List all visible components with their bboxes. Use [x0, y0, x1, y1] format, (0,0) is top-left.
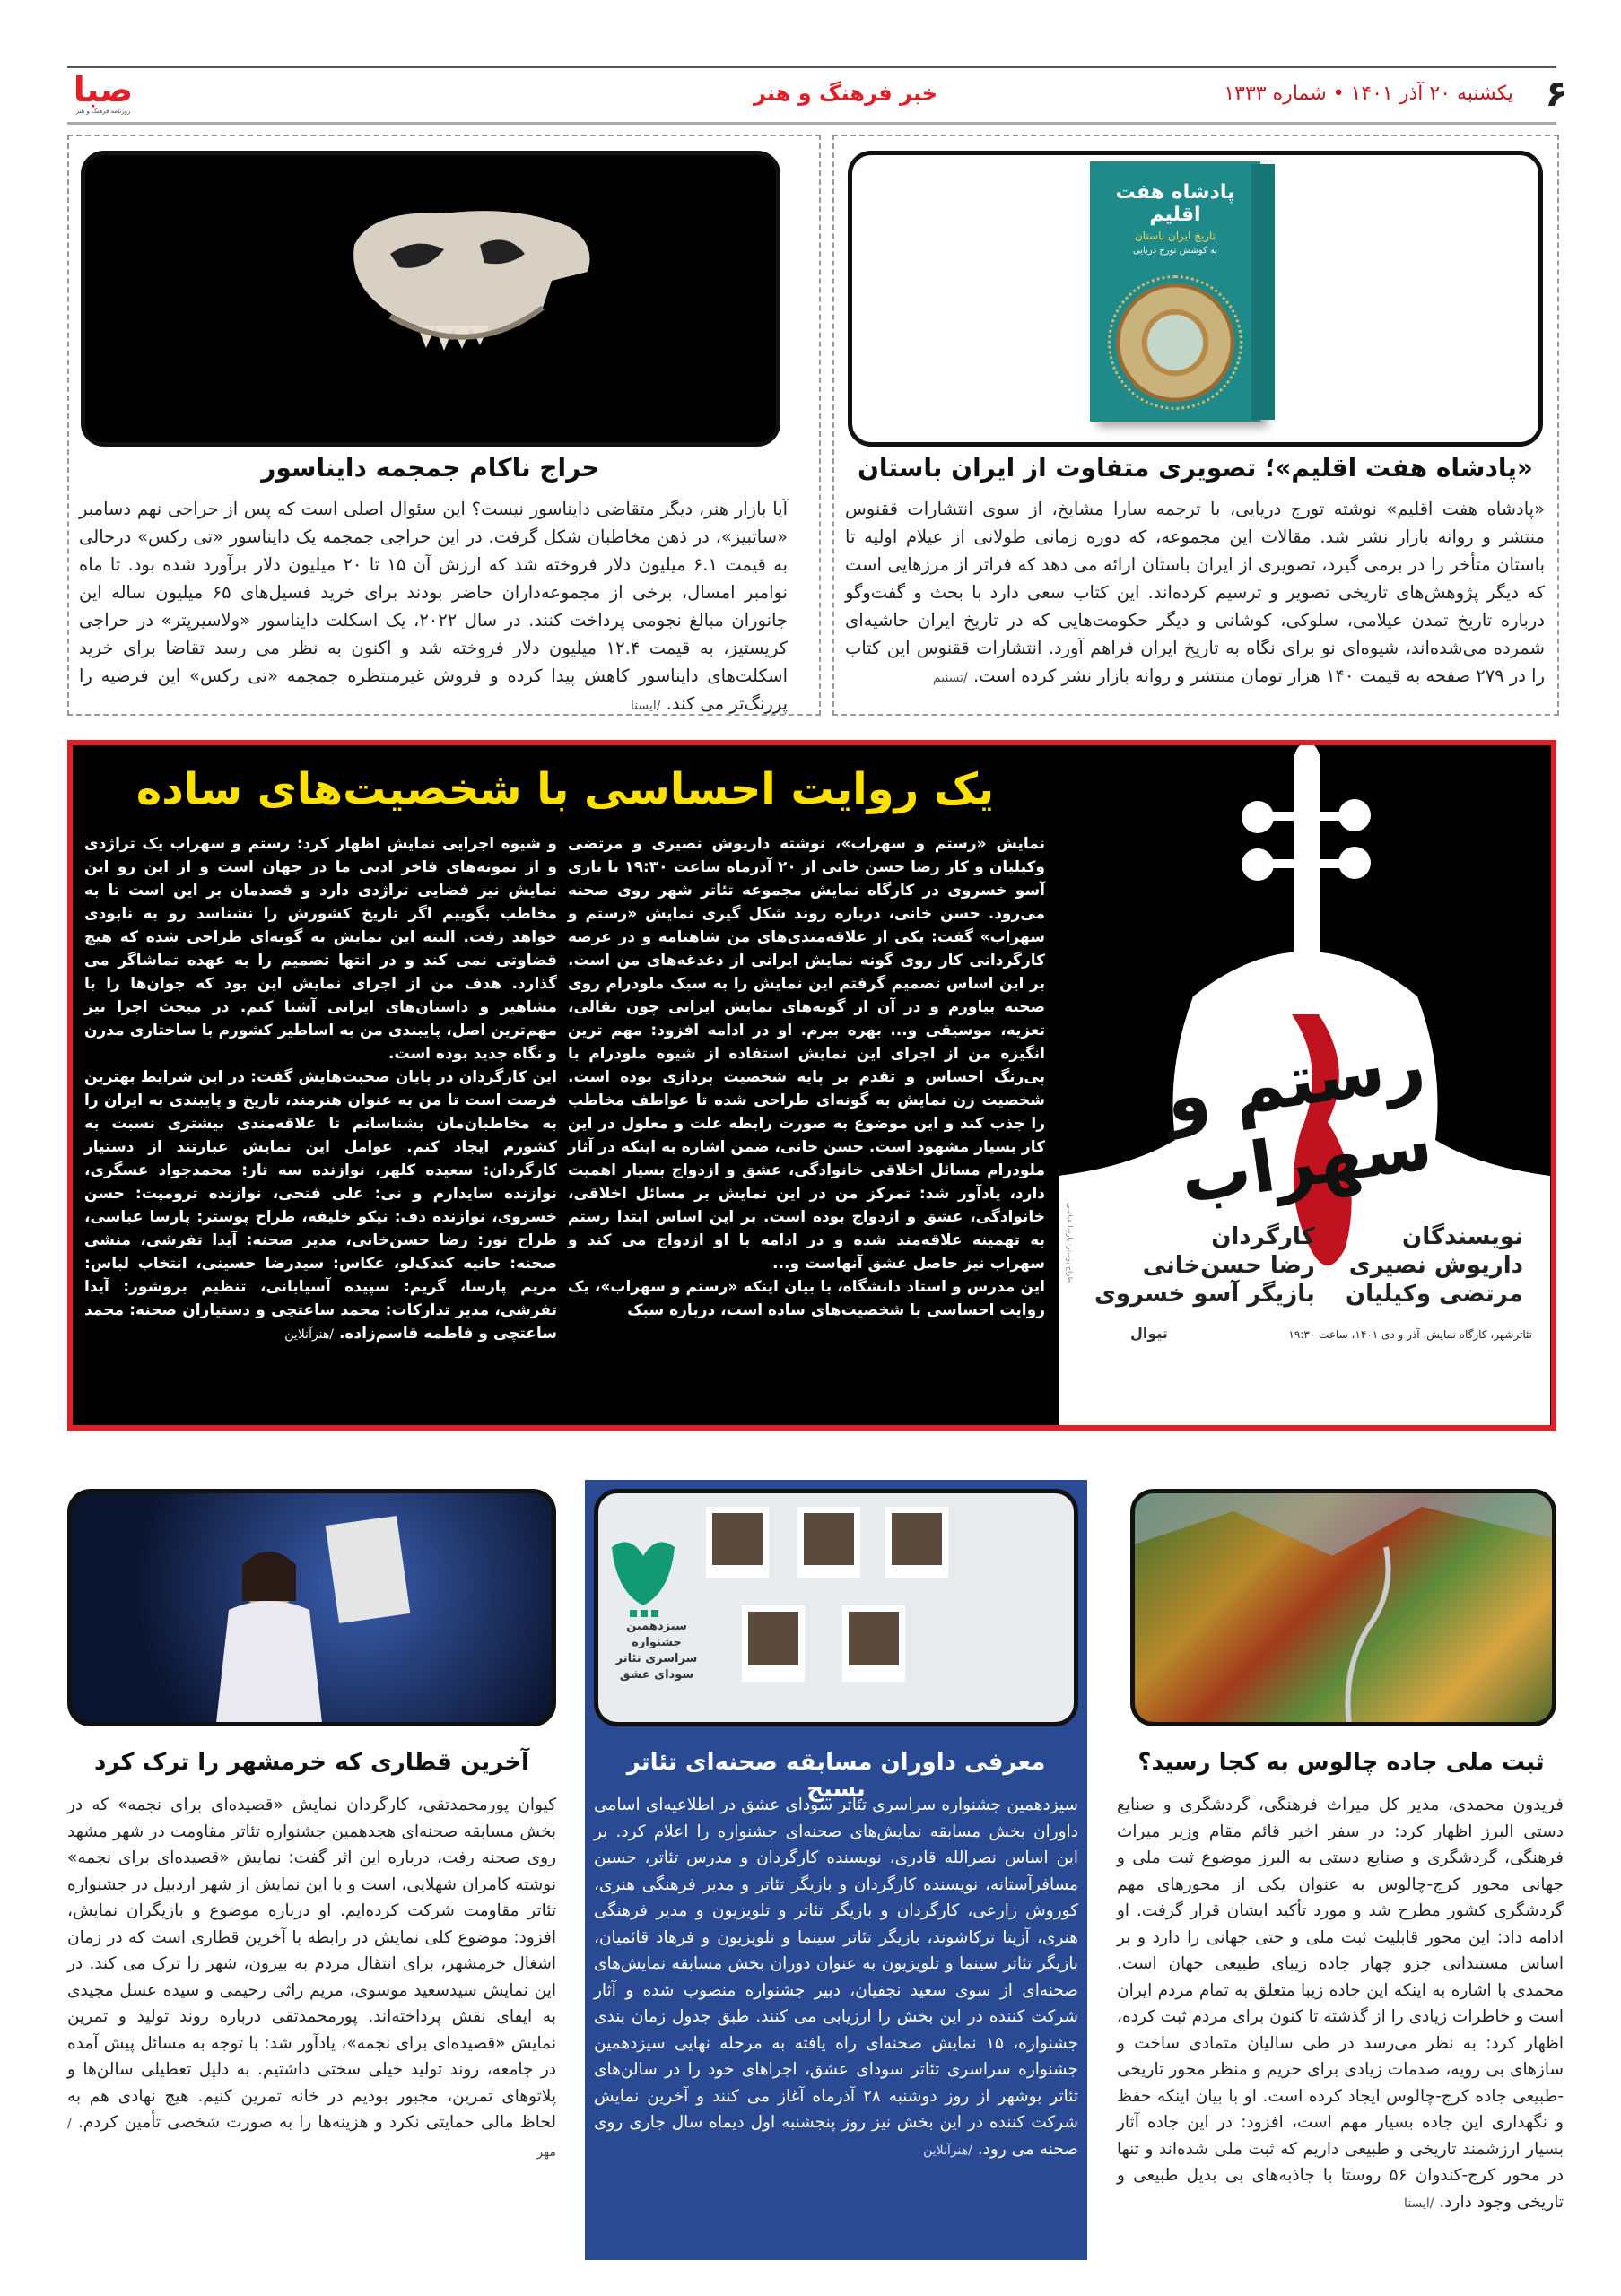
- feature-col-left-p2: این کارگردان در پایان صحبت‌هایش گفت: در این شرایط بهترین فرصت است تا من به عنوان هنرمند، تاریخ و پایبندی به ایران را به مخاطبان‌مان بشناسانم تا علاقه‌مندی بیشتری نسبت به کشورم ایجاد کنم. عوامل این نمایش عبارتند از دستیار کارگردان: سعیده کلهر، نوازنده سه تار: محمدجواد عسگری، نوازنده سایدارم و نی: علی فتحی، نوازنده ترومپت: حسن خسروی، نوازنده دف: نیکو خلیفه، طراح پوستر: پارسا عباسی، طراح نور: رضا حسن‌خانی، مدیر صحنه: آیدا تفرشی، منشی صحنه: حانیه کندک‌لو، عکاس: سیدرضا حسینی، انتخاب لباس: مریم پارسا، گریم: سپیده آسیابانی، تنظیم بروشور: آیدا تفرشی، مدیر تدارکات: محمد ساعتچی و دستیاران صحنه: محمد ساعتچی و فاطمه قاسم‌زاده.: [84, 1068, 557, 1343]
- play-photo-frame: [67, 1489, 556, 1726]
- judges-source: /هنرآنلاین: [923, 2143, 972, 2158]
- judges-body: [594, 1792, 1078, 2164]
- poster-footer: تئاترشهر، کارگاه نمایش، آذر و دی ۱۴۰۱، ساعت ۱۹:۳۰: [1288, 1328, 1532, 1341]
- issue-date-line: یکشنبه ۲۰ آذر ۱۴۰۱ • شماره ۱۳۳۳: [1224, 83, 1513, 105]
- dino-body: [79, 495, 788, 720]
- book-cover-title: پادشاه هفت اقلیم: [1115, 181, 1235, 226]
- page-number: ۶: [1545, 74, 1567, 115]
- festival-caption: سیزدهمین جشنواره سراسری تئاتر سودای عشق: [615, 1620, 698, 1682]
- train-body-text: کیوان پورمحمدتقی، کارگردان نمایش «قصیده‌ای برای نجمه» که در بخش مسابقه صحنه‌ای هجدهمین جشنواره تئاتر مقاومت در شهر مشهد روی صحنه رفت، درباره این اثر گفت: نمایش «قصیده‌ای برای نجمه» نوشته کامران شهلایی، است و با این نمایش از شهر اردبیل در جشنواره تئاتر مقاومت شرکت کرده‌ایم. او درباره موضوع و بازیگران نمایش، افزود: موضوع کلی نمایش در رابطه با آخرین قطاری است که در زمان اشغال خرمشهر، برای انتقال مردم به بیرون، شهر را ترک می کند. در این نمایش سیدسعید موسوی، مریم راثی رحیمی و سیده عسل مجیدی به ایفای نقش پرداخته‌اند. پورمحمدتقی درباره روند تولید و تمرین نمایش «قصیده‌ای برای نجمه»، یادآور شد: با توجه به مسائل پیش آمده در جامعه، روند تولید خیلی سختی داشتیم. به دلیل تعطیلی سالن‌ها و پلاتوهای تمرین، مجبور بودیم در خانه تمرین کنیم. هیچ نهادی هم به لحاظ مالی حمایتی نکرد و هزینه‌ها را به صورت شخصی تأمین کردم.: [67, 1796, 556, 2132]
- book-cover-editor: به کوشش تورج دریایی: [1132, 246, 1218, 256]
- judges-body-text: سیزدهمین جشنواره سراسری تئاتر سودای عشق در اطلاعیه‌ای اسامی داوران بخش مسابقه نمایش‌های صحنه‌ای جشنواره را اعلام کرد. بر این اساس نصرالله قادری، نویسنده کارگردان و مدرس تئاتر، حسین مسافرآستانه، نویسنده کارگردان و بازیگر تئاتر و مدیر فرهنگی هنری، کوروش زارعی، کارگردان و بازیگر تئاتر و تلویزیون و مدیر فرهنگی هنری، آزیتا ترکاشوند، بازیگر تئاتر سینما و تلویزیون و فرهاد قائمیان، بازیگر تئاتر سینما و تلویزیون به عنوان دوران بخش مسابقه نمایش‌های صحنه‌ای از سوی سعید نجفیان، دبیر جشنواره منصوب شده و آثار شرکت کننده در این بخش را ارزیابی می کنند. طبق جدول زمان بندی جشنواره، ۱۵ نمایش صحنه‌ای راه یافته به مرحله نهایی سیزدهمین جشنواره سراسری تئاتر سودای عشق، اجراهای خود را در سالن‌های تئاتر بوشهر از روز دوشنبه ۲۸ آذرماه آغاز می کنند و آخرین نمایش شرکت کننده در این بخش نیز روز پنجشنبه اول دیماه سال جاری روی صحنه می رود.: [594, 1796, 1079, 2159]
- chalus-body-text: فریدون محمدی، مدیر کل میراث فرهنگی، گردشگری و صنایع دستی البرز اظهار کرد: در سفر اخیر قائم مقام وزیر میراث فرهنگی، گردشگری و صنایع دستی به البرز موضوع ثبت ملی و جهانی محور کرج-چالوس به عنوان یکی از محورهای مهم گردشگری کشور مطرح شد و مورد تأکید ایشان قرار گرفت. او ادامه داد: این محور قابلیت ثبت ملی و حتی جهانی را دارد و بر اساس مستنداتی جزو چهار جاده زیبای طبیعی جهان است. محمدی با اشاره به اینکه این جاده زیبا متعلق به تمام مردم ایران است و خاطرات زیادی را از گذشته تا کنون برای مردم ثبت کرده، اظهار کرد: به نظر می‌رسد در طی سالیان متمادی ساخت و سازهای بی رویه، صدمات زیادی برای حریم و منظر محور تاریخی -طبیعی جاده کرج-چالوس ایجاد کرده است. او با بیان اینکه حفظ و نگهداری این جاده بسیار مهم است، افزود: در این جاده آثار بسیار ارزشمند تاریخی و طبیعی داریم که ثبت ملی شده‌اند و تنها در محور کرج-کندوان ۵۶ روستا با جاذبه‌های بی بدیل طبیعی و تاریخی وجود دارد.: [1117, 1796, 1564, 2212]
- book-body-text: «پادشاه هفت اقلیم» نوشته تورج دریایی، با ترجمه سارا مشایخ، از سوی انتشارات ققنوس منتشر و روانه بازار نشر شد. مقالات این مجموعه، که دوره زمانی طولانی از عیلام اولیه تا باستان متأخر را در برمی گیرد، تصویری از ایران باستان ارائه می دهد که فراتر از مرزهایی است که دیگر پژوهش‌های تاریخی تصویر و ترسیم کرده‌اند. این کتاب سعی دارد با بحث و گفت‌وگو درباره تاریخ تمدن عیلامی، سلوکی، کوشانی و دیگر حکومت‌هایی که در تاریخ ایران حاشیه‌ای شمرده می‌شده‌اند، شیوه‌ای نو برای نگاه به تاریخ ایران فراهم آورد. انتشارات ققنوس این کتاب را در ۲۷۹ صفحه به قیمت ۱۴۰ هزار تومان منتشر و روانه بازار نشر کرده است.: [845, 499, 1545, 686]
- header-bottom-rule: [67, 122, 1556, 125]
- poster-title-calligraphy: رستم و سهراب: [1160, 1023, 1438, 1220]
- newspaper-logo: [67, 72, 139, 122]
- poster-designer-credit: طراح پوستر: پارسا عباسی: [1066, 1203, 1074, 1283]
- feature-col-right-text: نمایش «رستم و سهراب»، نوشته داریوش نصیری و مرتضی وکیلیان و کار رضا حسن خانی از ۲۰ آذرماه ساعت ۱۹:۳۰ با بازی آسو خسروی در کارگاه نمایش مجموعه تئاتر شهر روی صحنه می‌رود. حسن خانی، درباره روند شکل گیری نمایش «رستم و سهراب» گفت: یکی از علاقه‌مندی‌های من شاهنامه و در عرصه کارگردانی کار روی گونه نمایش ایرانی از دغدغه‌های من است. بر این اساس تصمیم گرفتم این نمایش را به سبک ملودرام روی صحنه بیاورم و در آن از گونه‌های نمایش ایرانی چون نقالی، تعزیه، موسیقی و... بهره ببرم. او در ادامه افزود: مهم ترین انگیزه من از اجرای این نمایش استفاده از شیوه ملودرام با پی‌رنگ احساس و تقدم بر پایه شخصیت پردازی بوده است. شخصیت زن نمایش به گونه‌ای طراحی شده تا عواطف مخاطب را جذب کند و این موضوع به صورت رابطه علت و معلول در این کار بسیار مشهود است. حسن خانی، ضمن اشاره به اینکه در آثار ملودرام مسائل اخلاقی خانوادگی، عشق و ازدواج بسیار اهمیت دارد، یادآور شد: تمرکز من در این نمایش بر مسائل اخلاقی، خانوادگی، عشق و ازدواج بوده است. بر این اساس ابتدا رستم به تهمینه علاقه‌مند شده و در ادامه با او ازدواج می کند و سهراب نیز حاصل عشق آنهاست و...: [568, 835, 1045, 1273]
- feature-source: /هنرآنلاین: [284, 1327, 335, 1342]
- book-spine: [1251, 164, 1275, 420]
- feature-column-left: [84, 832, 557, 1346]
- train-source: /مهر: [67, 2117, 556, 2160]
- book-source: /تسنیم: [932, 671, 968, 685]
- feature-column-right: [568, 832, 1045, 1322]
- poster-director-name: رضا حسن‌خانی: [1142, 1252, 1315, 1279]
- book-headline: «پادشاه هفت اقلیم»؛ تصویری متفاوت از ایران باستان: [858, 453, 1533, 483]
- dino-source: /ایسنا: [630, 699, 661, 713]
- festival-logo-and-portraits-image: [594, 1493, 1074, 1726]
- feature-col-left-text: و شیوه اجرایی نمایش اظهار کرد: رستم و سهراب یک تراژدی و از نمونه‌های فاخر ادبی ما در جهان است و از این رو این نمایش نیز فضایی تراژدی دارد و قصدمان بر این است تا به مخاطب بگوییم اگر تاریخ کشورش را نشناسد رو به نابودی خواهد رفت. البته این نمایش به گونه‌ای طراحی شده که هیچ قضاوتی نمی کند و در انتها تصمیم را به عهده تماشاگر می گذارد. هدف من از اجرای نمایش این بود که جوان‌ها را با مشاهیر و داستان‌های ایرانی آشنا کنم. در مبحث اجرا نیز مهم‌ترین اصل، پایبندی من به اساطیر کشورم با ساختاری مدرن و نگاه جدید بوده است.: [84, 835, 557, 1063]
- feature-headline: یک روایت احساسی با شخصیت‌های ساده: [135, 764, 995, 814]
- logo-tagline: روزنامه فرهنگ و هنر: [75, 108, 131, 115]
- dino-photo-frame: [81, 151, 780, 447]
- chalus-source: /ایسنا: [1404, 2196, 1434, 2211]
- poster-credits-area: [1059, 1203, 1550, 1425]
- judges-headline: معرفی داوران مسابقه صحنه‌ای تئاتر بسیج: [626, 1749, 1046, 1803]
- dino-body-text: آیا بازار هنر، دیگر متقاضی دایناسور نیست؟ این سئوال اصلی است که پس از حراجی نهم دسامبر «ساتبیز»، در ذهن مخاطبان شکل گرفت. در این حراجی جمجمه یک دایناسور «تی رکس» درحالی به قیمت ۶.۱ میلیون دلار فروخته شد که ارزش آن ۱۵ تا ۲۰ میلیون دلار برآورد شده بود. تا ماه نوامبر امسال، برخی از مجموعه‌داران حاضر بودند برای خرید فسیل‌های ۶۵ میلیون ساله این جانوران مبالغ نجومی پرداخت کنند. در سال ۲۰۲۲، یک اسکلت دایناسور «ولاسیرپتر» در حراجی کریستیز، به قیمت ۱۲.۴ میلیون دلار فروخته شد و اکنون به نظر می رسد تقاضا برای خرید اسکلت‌های دایناسور کاهش پیدا کرده و فروش غیرمنتظره جمجمه «تی رکس» این فرضیه را پررنگ‌تر می کند.: [79, 499, 789, 714]
- mountain-road-image: [1130, 1493, 1552, 1726]
- poster-actor: بازیگر آسو خسروی: [1094, 1281, 1315, 1308]
- poster-sponsor-logo: تیوال: [1130, 1325, 1168, 1342]
- train-body: [67, 1792, 556, 2166]
- poster-writer-1: داریوش نصیری: [1348, 1252, 1523, 1279]
- poster-director-label: کارگردان: [1211, 1223, 1315, 1250]
- chalus-body: [1117, 1792, 1564, 2217]
- feature-col-right-p2: این مدرس و استاد دانشگاه، با بیان اینکه «رستم و سهراب»، یک روایت احساسی با شخصیت‌های ساده است، درباره سبک: [568, 1278, 1045, 1319]
- logo-wordmark: صبا: [73, 70, 134, 109]
- header-top-rule: [67, 66, 1556, 68]
- chalus-road-photo: [1130, 1489, 1556, 1726]
- poster-writers: [1346, 1222, 1523, 1309]
- poster-director: [1094, 1222, 1315, 1309]
- book-cover-medallion: [1108, 275, 1242, 410]
- section-title: خبر فرهنگ و هنر: [754, 81, 938, 106]
- book-cover-subtitle: تاریخ ایران باستان: [1134, 230, 1216, 242]
- dino-headline: حراج ناکام جمجمه دایناسور: [261, 453, 600, 483]
- book-cover-image: [1090, 161, 1260, 422]
- trex-skull-image: [336, 191, 606, 370]
- book-body: [845, 495, 1545, 692]
- poster-writers-label: نویسندگان: [1402, 1223, 1523, 1250]
- judges-photo-frame: [594, 1489, 1078, 1726]
- poster-writer-2: مرتضی وکیلیان: [1345, 1281, 1523, 1308]
- girl-on-stage-image: [67, 1493, 552, 1726]
- train-headline: آخرین قطاری که خرمشهر را ترک کرد: [94, 1749, 529, 1776]
- chalus-headline: ثبت ملی جاده چالوس به کجا رسید؟: [1137, 1749, 1545, 1776]
- play-poster: [1059, 745, 1550, 1425]
